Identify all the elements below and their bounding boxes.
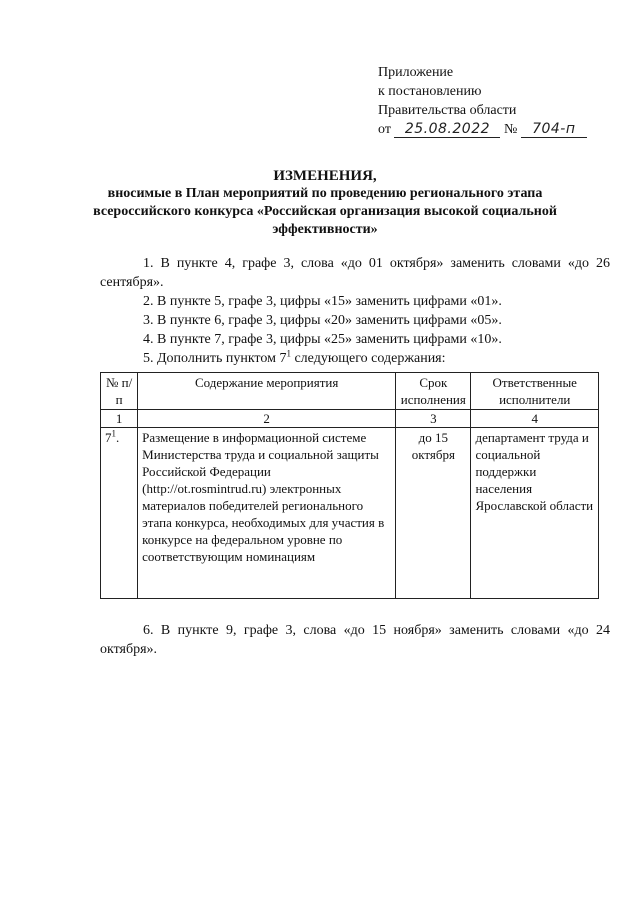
document-heading	[90, 167, 560, 239]
changes-list-continued	[100, 621, 610, 659]
date-field	[394, 122, 500, 138]
date-prefix: от	[378, 122, 391, 137]
appendix-line-2: к постановлению	[378, 84, 482, 99]
change-item-5-tail: следующего содержания:	[290, 351, 446, 366]
header-term: Срок исполнения	[396, 373, 471, 410]
heading-subtitle: вносимые в План мероприятий по проведению регионального этапа всероссийского конкурса «Российская организация высокой социальной эффективности»	[93, 186, 557, 237]
header-activity: Содержание мероприятия	[138, 373, 396, 410]
change-item-1: 1. В пункте 4, графе 3, слова «до 01 октября» заменить словами «до 26 сентября».	[100, 256, 610, 290]
date-handwritten: 25.08.2022	[404, 121, 491, 137]
heading-title: ИЗМЕНЕНИЯ,	[273, 168, 377, 184]
header-num: № п/п	[101, 373, 138, 410]
number-field	[521, 122, 587, 138]
col-number-2: 2	[138, 410, 396, 428]
row-term: до 15 октября	[396, 428, 471, 599]
change-item-6: 6. В пункте 9, графе 3, слова «до 15 ноября» заменить словами «до 24 октября».	[100, 623, 610, 657]
table-header-row	[101, 373, 599, 410]
change-item-5-text: 5. Дополнить пунктом 7	[143, 351, 287, 366]
row-num-main: 7	[105, 430, 112, 445]
row-num-tail: .	[116, 430, 120, 445]
appendix-line-3: Правительства области	[378, 103, 517, 118]
table-row	[101, 428, 599, 599]
appendix-line-1: Приложение	[378, 65, 454, 80]
row-num-sup: 1	[111, 428, 116, 439]
row-num	[101, 428, 138, 599]
header-responsible: Ответственные исполнители	[471, 373, 599, 410]
change-item-5-sup: 1	[286, 348, 291, 359]
row-activity: Размещение в информационной системе Министерства труда и социальной защиты Российской Федерации (http://ot.rosmintrud.ru) электронных материалов победителей регионального этапа конкурса, необходимых для участия в конкурсе на федеральном уровне по соответствующим номинациям	[138, 428, 396, 599]
appendix-date-line	[378, 120, 587, 139]
plan-table	[100, 372, 599, 599]
appendix-block	[378, 63, 587, 139]
change-item-4: 4. В пункте 7, графе 3, цифры «25» заменить цифрами «10».	[143, 332, 502, 347]
change-item-2: 2. В пункте 5, графе 3, цифры «15» заменить цифрами «01».	[143, 294, 502, 309]
change-item-5	[100, 349, 610, 368]
row-responsible: департамент труда и социальной поддержки населения Ярославской области	[471, 428, 599, 599]
col-number-3: 3	[396, 410, 471, 428]
number-handwritten: 704-п	[532, 121, 576, 137]
changes-list	[100, 254, 610, 368]
col-number-4: 4	[471, 410, 599, 428]
number-prefix: №	[503, 122, 518, 137]
change-item-3: 3. В пункте 6, графе 3, цифры «20» заменить цифрами «05».	[143, 313, 502, 328]
table-column-numbers-row	[101, 410, 599, 428]
col-number-1: 1	[101, 410, 138, 428]
